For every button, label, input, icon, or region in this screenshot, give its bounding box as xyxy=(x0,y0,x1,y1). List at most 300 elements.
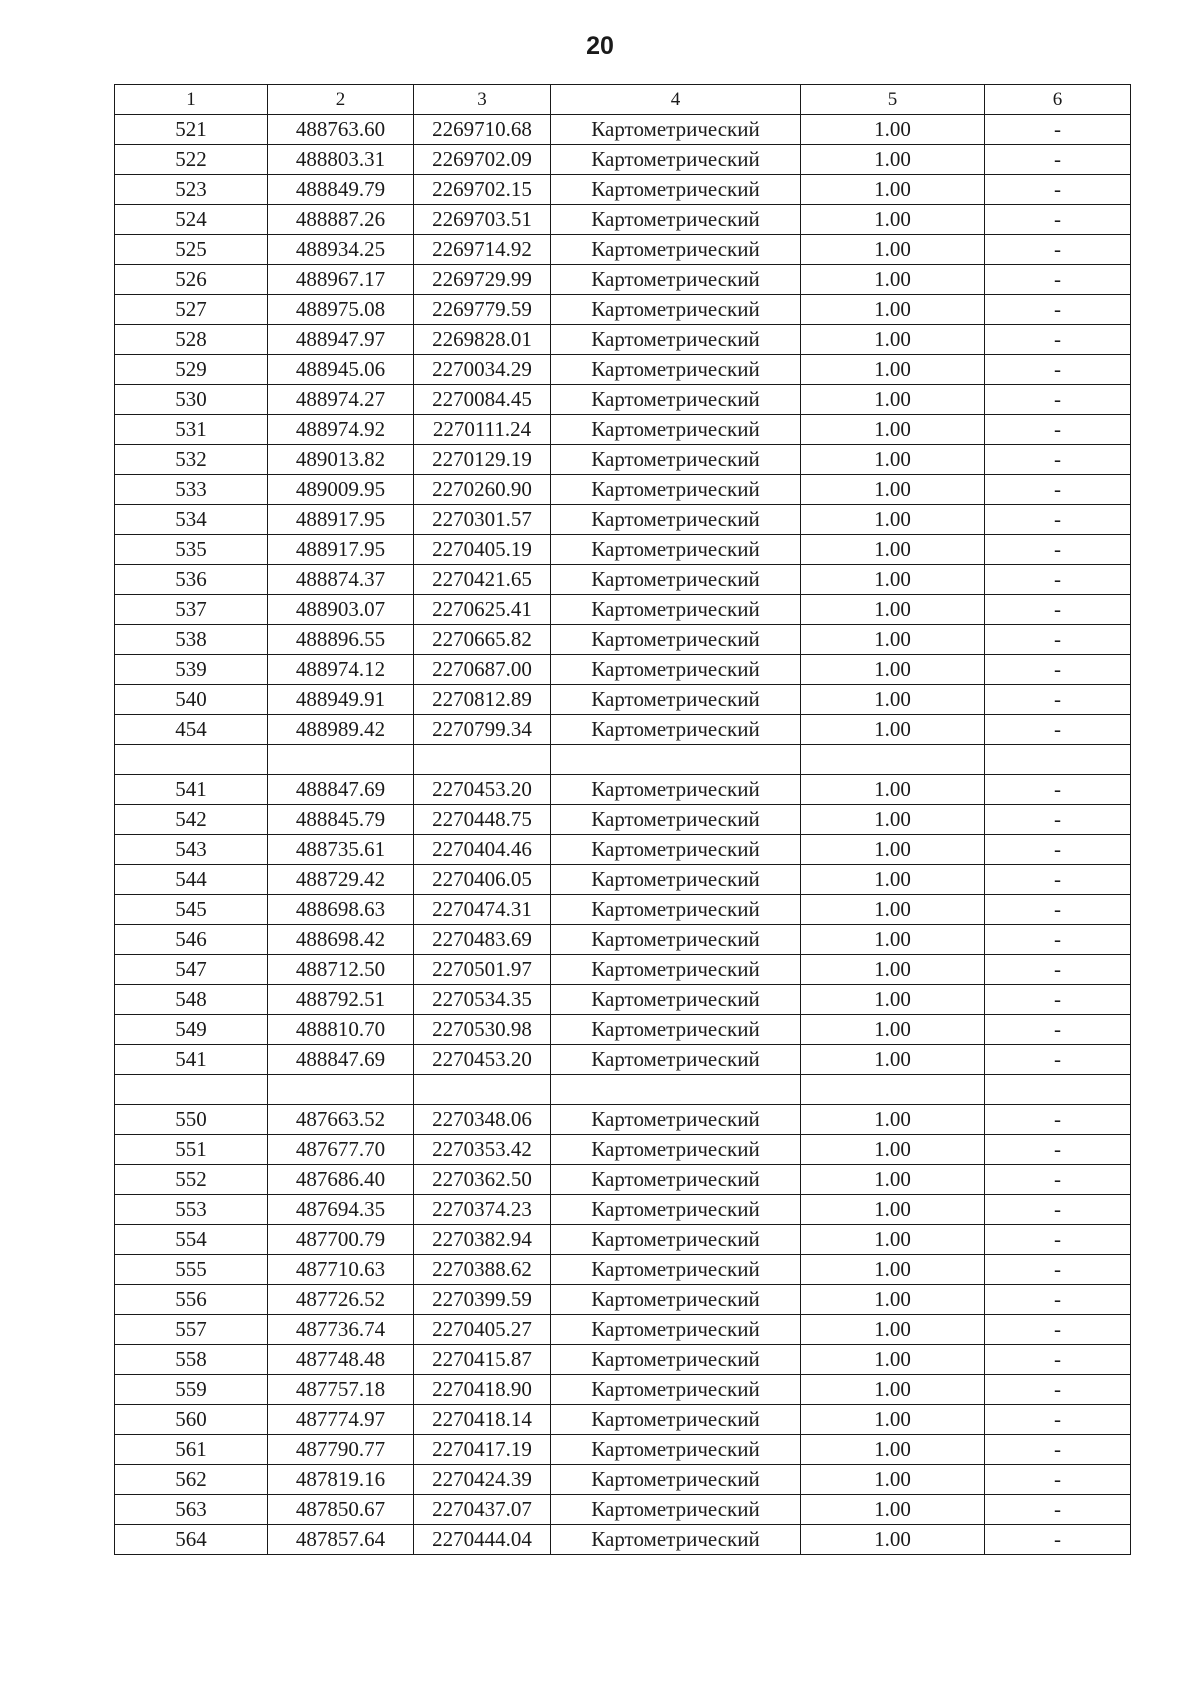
note-cell: - xyxy=(985,1315,1131,1345)
method-cell: Картометрический xyxy=(551,925,801,955)
table-row xyxy=(115,1405,1131,1435)
precision-cell: 1.00 xyxy=(801,1495,985,1525)
y-coordinate-cell: 2270453.20 xyxy=(414,1045,551,1075)
precision-cell: 1.00 xyxy=(801,1315,985,1345)
y-coordinate-cell: 2270405.27 xyxy=(414,1315,551,1345)
method-cell: Картометрический xyxy=(551,1105,801,1135)
table-row xyxy=(115,415,1131,445)
table-row xyxy=(115,955,1131,985)
precision-cell: 1.00 xyxy=(801,1225,985,1255)
note-cell: - xyxy=(985,625,1131,655)
y-coordinate-cell: 2270129.19 xyxy=(414,445,551,475)
x-coordinate-cell: 488967.17 xyxy=(268,265,414,295)
y-coordinate-cell xyxy=(414,745,551,775)
y-coordinate-cell: 2270084.45 xyxy=(414,385,551,415)
table-row xyxy=(115,1285,1131,1315)
page-number: 20 xyxy=(586,32,614,60)
note-cell: - xyxy=(985,1405,1131,1435)
y-coordinate-cell: 2270415.87 xyxy=(414,1345,551,1375)
precision-cell: 1.00 xyxy=(801,775,985,805)
x-coordinate-cell: 488974.12 xyxy=(268,655,414,685)
table-row xyxy=(115,655,1131,685)
precision-cell: 1.00 xyxy=(801,805,985,835)
method-cell: Картометрический xyxy=(551,805,801,835)
point-number-cell: 562 xyxy=(115,1465,268,1495)
note-cell: - xyxy=(985,1165,1131,1195)
note-cell: - xyxy=(985,985,1131,1015)
note-cell: - xyxy=(985,265,1131,295)
table-row xyxy=(115,835,1131,865)
y-coordinate-cell: 2270406.05 xyxy=(414,865,551,895)
precision-cell: 1.00 xyxy=(801,415,985,445)
table-row xyxy=(115,715,1131,745)
precision-cell: 1.00 xyxy=(801,715,985,745)
y-coordinate-cell: 2270405.19 xyxy=(414,535,551,565)
x-coordinate-cell: 488887.26 xyxy=(268,205,414,235)
table-row xyxy=(115,865,1131,895)
point-number-cell: 527 xyxy=(115,295,268,325)
note-cell: - xyxy=(985,295,1131,325)
note-cell: - xyxy=(985,475,1131,505)
x-coordinate-cell: 488763.60 xyxy=(268,115,414,145)
point-number-cell: 534 xyxy=(115,505,268,535)
column-header: 1 xyxy=(115,85,268,115)
method-cell: Картометрический xyxy=(551,1135,801,1165)
x-coordinate-cell: 487677.70 xyxy=(268,1135,414,1165)
note-cell: - xyxy=(985,685,1131,715)
method-cell: Картометрический xyxy=(551,595,801,625)
table-row xyxy=(115,1225,1131,1255)
table-row xyxy=(115,685,1131,715)
method-cell: Картометрический xyxy=(551,1165,801,1195)
precision-cell: 1.00 xyxy=(801,1015,985,1045)
y-coordinate-cell: 2270348.06 xyxy=(414,1105,551,1135)
table-row xyxy=(115,505,1131,535)
precision-cell: 1.00 xyxy=(801,1255,985,1285)
method-cell: Картометрический xyxy=(551,535,801,565)
precision-cell: 1.00 xyxy=(801,325,985,355)
precision-cell: 1.00 xyxy=(801,1375,985,1405)
y-coordinate-cell: 2270448.75 xyxy=(414,805,551,835)
x-coordinate-cell: 488917.95 xyxy=(268,505,414,535)
x-coordinate-cell xyxy=(268,1075,414,1105)
x-coordinate-cell: 488845.79 xyxy=(268,805,414,835)
precision-cell: 1.00 xyxy=(801,1195,985,1225)
x-coordinate-cell: 488698.63 xyxy=(268,895,414,925)
x-coordinate-cell: 487663.52 xyxy=(268,1105,414,1135)
method-cell: Картометрический xyxy=(551,985,801,1015)
table-row xyxy=(115,1435,1131,1465)
table-row xyxy=(115,1495,1131,1525)
note-cell: - xyxy=(985,1135,1131,1165)
precision-cell xyxy=(801,1075,985,1105)
y-coordinate-cell: 2270424.39 xyxy=(414,1465,551,1495)
table-row xyxy=(115,355,1131,385)
point-number-cell: 551 xyxy=(115,1135,268,1165)
y-coordinate-cell: 2270374.23 xyxy=(414,1195,551,1225)
table-row xyxy=(115,235,1131,265)
table-row xyxy=(115,805,1131,835)
note-cell: - xyxy=(985,145,1131,175)
method-cell: Картометрический xyxy=(551,1405,801,1435)
y-coordinate-cell: 2270353.42 xyxy=(414,1135,551,1165)
table-body xyxy=(115,85,1131,1555)
method-cell: Картометрический xyxy=(551,1495,801,1525)
x-coordinate-cell: 488847.69 xyxy=(268,1045,414,1075)
table-row xyxy=(115,1015,1131,1045)
method-cell: Картометрический xyxy=(551,835,801,865)
point-number-cell: 557 xyxy=(115,1315,268,1345)
point-number-cell xyxy=(115,745,268,775)
x-coordinate-cell: 489009.95 xyxy=(268,475,414,505)
precision-cell: 1.00 xyxy=(801,595,985,625)
y-coordinate-cell: 2270483.69 xyxy=(414,925,551,955)
method-cell xyxy=(551,745,801,775)
table-row xyxy=(115,205,1131,235)
point-number-cell: 556 xyxy=(115,1285,268,1315)
point-number-cell: 522 xyxy=(115,145,268,175)
note-cell: - xyxy=(985,1465,1131,1495)
x-coordinate-cell: 488947.97 xyxy=(268,325,414,355)
x-coordinate-cell: 488903.07 xyxy=(268,595,414,625)
y-coordinate-cell: 2270034.29 xyxy=(414,355,551,385)
x-coordinate-cell: 487686.40 xyxy=(268,1165,414,1195)
note-cell: - xyxy=(985,565,1131,595)
coordinates-table xyxy=(114,84,1131,1555)
y-coordinate-cell: 2270444.04 xyxy=(414,1525,551,1555)
x-coordinate-cell: 488803.31 xyxy=(268,145,414,175)
precision-cell: 1.00 xyxy=(801,655,985,685)
table-row xyxy=(115,1165,1131,1195)
table-row xyxy=(115,1105,1131,1135)
method-cell: Картометрический xyxy=(551,325,801,355)
method-cell: Картометрический xyxy=(551,865,801,895)
note-cell: - xyxy=(985,115,1131,145)
precision-cell: 1.00 xyxy=(801,895,985,925)
x-coordinate-cell: 487790.77 xyxy=(268,1435,414,1465)
table-row xyxy=(115,895,1131,925)
method-cell: Картометрический xyxy=(551,475,801,505)
note-cell: - xyxy=(985,1375,1131,1405)
note-cell: - xyxy=(985,715,1131,745)
column-header: 3 xyxy=(414,85,551,115)
x-coordinate-cell: 487757.18 xyxy=(268,1375,414,1405)
method-cell: Картометрический xyxy=(551,1465,801,1495)
note-cell: - xyxy=(985,775,1131,805)
note-cell: - xyxy=(985,1195,1131,1225)
method-cell: Картометрический xyxy=(551,1345,801,1375)
note-cell: - xyxy=(985,835,1131,865)
y-coordinate-cell: 2270399.59 xyxy=(414,1285,551,1315)
point-number-cell: 555 xyxy=(115,1255,268,1285)
x-coordinate-cell: 488934.25 xyxy=(268,235,414,265)
precision-cell: 1.00 xyxy=(801,1105,985,1135)
table-row xyxy=(115,265,1131,295)
table-row xyxy=(115,295,1131,325)
y-coordinate-cell: 2269714.92 xyxy=(414,235,551,265)
method-cell: Картометрический xyxy=(551,775,801,805)
precision-cell: 1.00 xyxy=(801,475,985,505)
note-cell: - xyxy=(985,1255,1131,1285)
note-cell: - xyxy=(985,865,1131,895)
y-coordinate-cell: 2269703.51 xyxy=(414,205,551,235)
y-coordinate-cell: 2270534.35 xyxy=(414,985,551,1015)
note-cell: - xyxy=(985,325,1131,355)
y-coordinate-cell: 2270625.41 xyxy=(414,595,551,625)
point-number-cell: 536 xyxy=(115,565,268,595)
note-cell: - xyxy=(985,535,1131,565)
y-coordinate-cell: 2270799.34 xyxy=(414,715,551,745)
note-cell: - xyxy=(985,595,1131,625)
point-number-cell: 532 xyxy=(115,445,268,475)
point-number-cell: 559 xyxy=(115,1375,268,1405)
y-coordinate-cell: 2270501.97 xyxy=(414,955,551,985)
table-row xyxy=(115,1045,1131,1075)
method-cell: Картометрический xyxy=(551,1015,801,1045)
y-coordinate-cell: 2270301.57 xyxy=(414,505,551,535)
note-cell: - xyxy=(985,955,1131,985)
table-row xyxy=(115,565,1131,595)
x-coordinate-cell: 488974.27 xyxy=(268,385,414,415)
point-number-cell: 546 xyxy=(115,925,268,955)
x-coordinate-cell: 488949.91 xyxy=(268,685,414,715)
method-cell xyxy=(551,1075,801,1105)
note-cell: - xyxy=(985,805,1131,835)
x-coordinate-cell: 487726.52 xyxy=(268,1285,414,1315)
table-row xyxy=(115,475,1131,505)
note-cell: - xyxy=(985,1495,1131,1525)
x-coordinate-cell: 487857.64 xyxy=(268,1525,414,1555)
note-cell: - xyxy=(985,175,1131,205)
point-number-cell: 560 xyxy=(115,1405,268,1435)
x-coordinate-cell: 487774.97 xyxy=(268,1405,414,1435)
separator-row xyxy=(115,1075,1131,1105)
x-coordinate-cell: 488974.92 xyxy=(268,415,414,445)
note-cell xyxy=(985,745,1131,775)
y-coordinate-cell: 2269702.09 xyxy=(414,145,551,175)
precision-cell: 1.00 xyxy=(801,1045,985,1075)
precision-cell: 1.00 xyxy=(801,505,985,535)
method-cell: Картометрический xyxy=(551,115,801,145)
precision-cell: 1.00 xyxy=(801,115,985,145)
x-coordinate-cell: 487710.63 xyxy=(268,1255,414,1285)
precision-cell: 1.00 xyxy=(801,685,985,715)
point-number-cell: 558 xyxy=(115,1345,268,1375)
point-number-cell: 544 xyxy=(115,865,268,895)
column-header: 6 xyxy=(985,85,1131,115)
method-cell: Картометрический xyxy=(551,1375,801,1405)
precision-cell: 1.00 xyxy=(801,385,985,415)
method-cell: Картометрический xyxy=(551,1525,801,1555)
precision-cell: 1.00 xyxy=(801,1135,985,1165)
precision-cell: 1.00 xyxy=(801,205,985,235)
method-cell: Картометрический xyxy=(551,1225,801,1255)
note-cell: - xyxy=(985,235,1131,265)
x-coordinate-cell: 488792.51 xyxy=(268,985,414,1015)
x-coordinate-cell: 488874.37 xyxy=(268,565,414,595)
note-cell: - xyxy=(985,505,1131,535)
table-row xyxy=(115,1525,1131,1555)
method-cell: Картометрический xyxy=(551,415,801,445)
note-cell: - xyxy=(985,895,1131,925)
y-coordinate-cell: 2270418.90 xyxy=(414,1375,551,1405)
precision-cell: 1.00 xyxy=(801,835,985,865)
method-cell: Картометрический xyxy=(551,565,801,595)
precision-cell: 1.00 xyxy=(801,865,985,895)
point-number-cell: 549 xyxy=(115,1015,268,1045)
point-number-cell: 454 xyxy=(115,715,268,745)
x-coordinate-cell: 488847.69 xyxy=(268,775,414,805)
y-coordinate-cell: 2269828.01 xyxy=(414,325,551,355)
header-row xyxy=(115,85,1131,115)
note-cell: - xyxy=(985,445,1131,475)
note-cell: - xyxy=(985,415,1131,445)
method-cell: Картометрический xyxy=(551,685,801,715)
point-number-cell: 543 xyxy=(115,835,268,865)
y-coordinate-cell: 2270812.89 xyxy=(414,685,551,715)
y-coordinate-cell: 2270453.20 xyxy=(414,775,551,805)
column-header: 4 xyxy=(551,85,801,115)
precision-cell: 1.00 xyxy=(801,1465,985,1495)
method-cell: Картометрический xyxy=(551,955,801,985)
point-number-cell: 552 xyxy=(115,1165,268,1195)
point-number-cell: 525 xyxy=(115,235,268,265)
note-cell: - xyxy=(985,1015,1131,1045)
method-cell: Картометрический xyxy=(551,175,801,205)
x-coordinate-cell: 487694.35 xyxy=(268,1195,414,1225)
note-cell: - xyxy=(985,655,1131,685)
precision-cell: 1.00 xyxy=(801,565,985,595)
point-number-cell: 526 xyxy=(115,265,268,295)
precision-cell: 1.00 xyxy=(801,265,985,295)
precision-cell: 1.00 xyxy=(801,295,985,325)
note-cell: - xyxy=(985,355,1131,385)
table-row xyxy=(115,385,1131,415)
point-number-cell: 553 xyxy=(115,1195,268,1225)
table-row xyxy=(115,175,1131,205)
method-cell: Картометрический xyxy=(551,895,801,925)
x-coordinate-cell: 488945.06 xyxy=(268,355,414,385)
x-coordinate-cell: 487700.79 xyxy=(268,1225,414,1255)
method-cell: Картометрический xyxy=(551,265,801,295)
precision-cell: 1.00 xyxy=(801,925,985,955)
point-number-cell: 529 xyxy=(115,355,268,385)
note-cell: - xyxy=(985,1225,1131,1255)
note-cell: - xyxy=(985,1435,1131,1465)
point-number-cell: 528 xyxy=(115,325,268,355)
precision-cell: 1.00 xyxy=(801,175,985,205)
table-row xyxy=(115,1255,1131,1285)
point-number-cell: 540 xyxy=(115,685,268,715)
precision-cell: 1.00 xyxy=(801,1285,985,1315)
method-cell: Картометрический xyxy=(551,385,801,415)
x-coordinate-cell: 488729.42 xyxy=(268,865,414,895)
precision-cell: 1.00 xyxy=(801,355,985,385)
point-number-cell: 524 xyxy=(115,205,268,235)
point-number-cell: 564 xyxy=(115,1525,268,1555)
method-cell: Картометрический xyxy=(551,1195,801,1225)
x-coordinate-cell: 488810.70 xyxy=(268,1015,414,1045)
table-row xyxy=(115,985,1131,1015)
x-coordinate-cell: 488989.42 xyxy=(268,715,414,745)
table-row xyxy=(115,1375,1131,1405)
table-row xyxy=(115,445,1131,475)
table-row xyxy=(115,625,1131,655)
y-coordinate-cell: 2270388.62 xyxy=(414,1255,551,1285)
y-coordinate-cell: 2269729.99 xyxy=(414,265,551,295)
point-number-cell: 561 xyxy=(115,1435,268,1465)
y-coordinate-cell: 2270417.19 xyxy=(414,1435,551,1465)
method-cell: Картометрический xyxy=(551,655,801,685)
precision-cell: 1.00 xyxy=(801,1345,985,1375)
point-number-cell: 550 xyxy=(115,1105,268,1135)
table-row xyxy=(115,595,1131,625)
method-cell: Картометрический xyxy=(551,1435,801,1465)
y-coordinate-cell: 2270382.94 xyxy=(414,1225,551,1255)
y-coordinate-cell: 2270111.24 xyxy=(414,415,551,445)
table-row xyxy=(115,1345,1131,1375)
point-number-cell: 533 xyxy=(115,475,268,505)
table-row xyxy=(115,535,1131,565)
x-coordinate-cell: 487850.67 xyxy=(268,1495,414,1525)
x-coordinate-cell: 489013.82 xyxy=(268,445,414,475)
precision-cell: 1.00 xyxy=(801,445,985,475)
precision-cell: 1.00 xyxy=(801,955,985,985)
precision-cell: 1.00 xyxy=(801,235,985,265)
precision-cell: 1.00 xyxy=(801,1435,985,1465)
note-cell: - xyxy=(985,1105,1131,1135)
x-coordinate-cell: 487819.16 xyxy=(268,1465,414,1495)
point-number-cell: 539 xyxy=(115,655,268,685)
method-cell: Картометрический xyxy=(551,295,801,325)
method-cell: Картометрический xyxy=(551,205,801,235)
point-number-cell: 547 xyxy=(115,955,268,985)
y-coordinate-cell: 2269702.15 xyxy=(414,175,551,205)
precision-cell: 1.00 xyxy=(801,985,985,1015)
y-coordinate-cell: 2270418.14 xyxy=(414,1405,551,1435)
y-coordinate-cell: 2270665.82 xyxy=(414,625,551,655)
x-coordinate-cell: 488917.95 xyxy=(268,535,414,565)
method-cell: Картометрический xyxy=(551,145,801,175)
point-number-cell: 521 xyxy=(115,115,268,145)
point-number-cell: 545 xyxy=(115,895,268,925)
method-cell: Картометрический xyxy=(551,715,801,745)
point-number-cell: 537 xyxy=(115,595,268,625)
point-number-cell: 531 xyxy=(115,415,268,445)
precision-cell xyxy=(801,745,985,775)
table-row xyxy=(115,1135,1131,1165)
x-coordinate-cell: 488735.61 xyxy=(268,835,414,865)
point-number-cell: 535 xyxy=(115,535,268,565)
x-coordinate-cell: 488896.55 xyxy=(268,625,414,655)
precision-cell: 1.00 xyxy=(801,625,985,655)
x-coordinate-cell: 488698.42 xyxy=(268,925,414,955)
method-cell: Картометрический xyxy=(551,1285,801,1315)
precision-cell: 1.00 xyxy=(801,1405,985,1435)
point-number-cell: 548 xyxy=(115,985,268,1015)
point-number-cell: 530 xyxy=(115,385,268,415)
table-row xyxy=(115,1465,1131,1495)
point-number-cell: 563 xyxy=(115,1495,268,1525)
table-row xyxy=(115,115,1131,145)
table-row xyxy=(115,1195,1131,1225)
table-row xyxy=(115,775,1131,805)
note-cell: - xyxy=(985,1285,1131,1315)
column-header: 2 xyxy=(268,85,414,115)
x-coordinate-cell: 487748.48 xyxy=(268,1345,414,1375)
y-coordinate-cell: 2270362.50 xyxy=(414,1165,551,1195)
table-row xyxy=(115,325,1131,355)
